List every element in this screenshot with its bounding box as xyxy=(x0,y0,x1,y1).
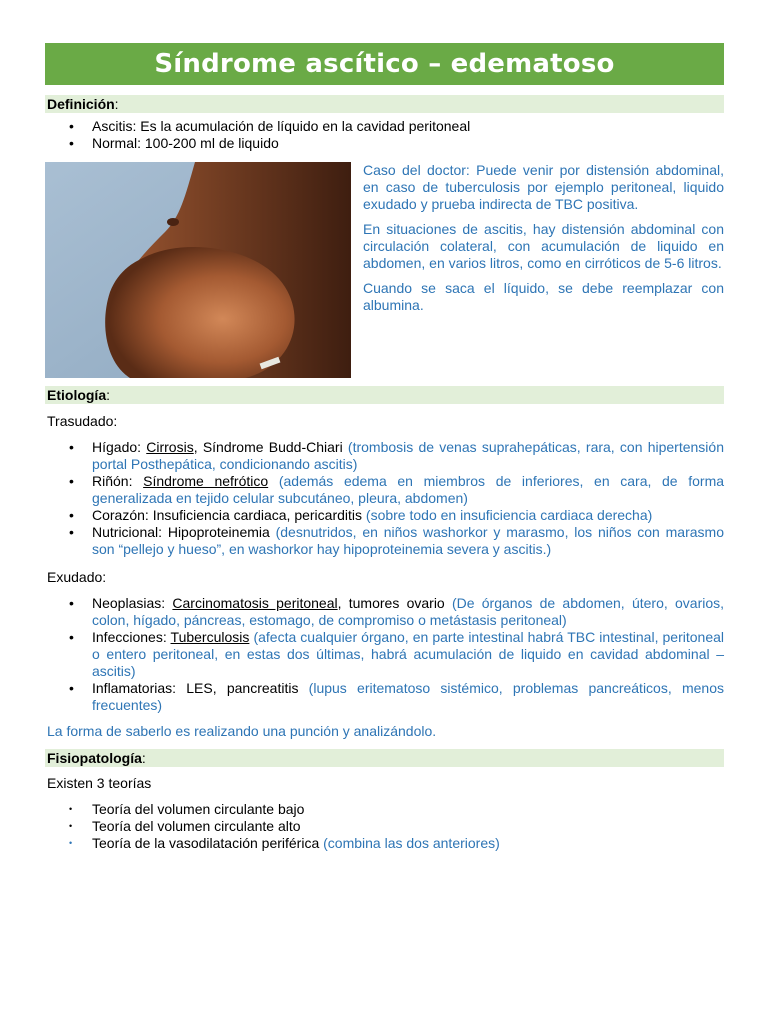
list-item: • Neoplasias: Carcinomatosis peritoneal, tumores ovario (De órganos de abdomen, útero, ovarios, colon, hígado, páncreas, estomago, de compromiso o metástasis peritoneal) xyxy=(69,595,725,628)
trasudado-label: Trasudado: xyxy=(47,413,118,429)
exudado-label: Exudado: xyxy=(47,569,107,585)
page-title: Síndrome ascítico – edematoso xyxy=(154,49,615,79)
bullet-icon: • xyxy=(69,595,74,611)
ascites-photo xyxy=(45,162,351,378)
section-heading-etiologia: Etiología: xyxy=(45,386,724,404)
list-item: • Teoría de la vasodilatación periférica (combina las dos anteriores) xyxy=(69,835,500,851)
bullet-icon: • xyxy=(69,524,74,540)
bullet-icon: • xyxy=(69,135,74,151)
fisiopatologia-intro: Existen 3 teorías xyxy=(47,775,152,791)
exudado-list xyxy=(45,595,724,714)
bullet-icon: • xyxy=(69,439,74,455)
list-item: • Teoría del volumen circulante bajo xyxy=(69,801,305,817)
list-item: • Corazón: Insuficiencia cardiaca, pericarditis (sobre todo en insuficiencia cardiaca derecha) xyxy=(69,507,653,523)
list-item: • Hígado: Cirrosis, Síndrome Budd-Chiari (trombosis de venas suprahepáticas, rara, con hipertensión portal Posthepática, condicionando ascitis) xyxy=(69,439,724,472)
bullet-icon: • xyxy=(69,629,74,645)
fisiopatologia-list xyxy=(45,801,724,852)
bullet-icon: • xyxy=(69,821,73,831)
list-item: • Infecciones: Tuberculosis (afecta cualquier órgano, en parte intestinal habrá TBC intestinal, peritoneal o entero peritoneal, en estas dos últimas, habrá acumulación de liquido en cavidad abdominal – ascitis) xyxy=(69,629,725,679)
page xyxy=(45,43,724,852)
bullet-icon: • xyxy=(69,804,73,814)
note-paragraph: En situaciones de ascitis, hay distensión abdominal con circulación colateral, con acumulación de liquido en abdomen, en varios litros, como en cirróticos de 5-6 litros. xyxy=(363,221,724,271)
list-item: • Normal: 100-200 ml de liquido xyxy=(69,135,279,151)
list-item: • Inflamatorias: LES, pancreatitis (lupus eritematoso sistémico, problemas pancreáticos, menos frecuentes) xyxy=(69,680,724,713)
note-paragraph: Caso del doctor: Puede venir por distensión abdominal, en caso de tuberculosis por ejemplo peritoneal, liquido exudado y prueba indirecta de TBC positiva. xyxy=(363,162,724,212)
list-item: • Nutricional: Hipoproteinemia (desnutridos, en niños washorkor y marasmo, los niños con marasmo son “pellejo y hueso”, en washorkor hay hipoproteinemia severa y ascitis.) xyxy=(69,524,724,557)
trasudado-list xyxy=(45,439,724,558)
list-item: • Ascitis: Es la acumulación de líquido en la cavidad peritoneal xyxy=(69,118,471,134)
bullet-icon: • xyxy=(69,507,74,523)
note-paragraph: Cuando se saca el líquido, se debe reemplazar con albumina. xyxy=(363,280,724,313)
photo-row xyxy=(45,162,724,378)
bullet-icon: • xyxy=(69,473,74,489)
title-bar xyxy=(45,43,724,85)
bullet-icon: • xyxy=(69,680,74,696)
list-item: • Teoría del volumen circulante alto xyxy=(69,818,301,834)
etiologia-conclusion: La forma de saberlo es realizando una punción y analizándolo. xyxy=(47,723,437,739)
definicion-list xyxy=(45,118,724,152)
section-heading-fisiopatologia: Fisiopatología: xyxy=(45,749,724,767)
bullet-icon: • xyxy=(69,838,73,848)
section-heading-definicion: Definición: xyxy=(45,95,724,113)
clinical-notes xyxy=(363,162,724,378)
list-item: • Riñón: Síndrome nefrótico (además edema en miembros de inferiores, en cara, de forma generalizada en tejido celular subcutáneo, pleura, abdomen) xyxy=(69,473,725,506)
bullet-icon: • xyxy=(69,118,74,134)
